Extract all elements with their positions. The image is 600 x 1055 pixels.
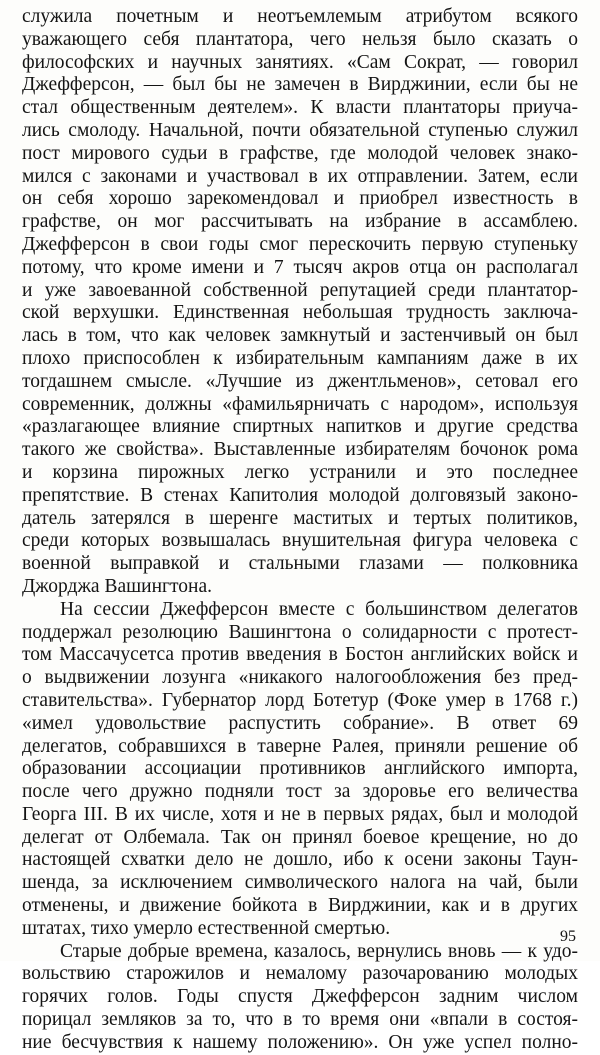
text-line: ской верхушки. Единственная небольшая трудность заключа- (22, 302, 578, 324)
text-line: шенда, за исключением символического налога на чай, были (22, 872, 578, 894)
text-line: и корзина пирожных легко устранили и это последнее (22, 461, 578, 483)
body-text (22, 6, 578, 1055)
text-line: о выдвижении лозунга «никакого налогообложения без пред- (22, 667, 578, 689)
text-line: вольствию старожилов и немалому разочарованию молодых (22, 963, 578, 985)
text-line: настоящей схватки дело не дошло, ибо к осени законы Таун- (22, 849, 578, 871)
text-line: Джорджа Вашингтона. (22, 575, 212, 597)
text-line: потому, что кроме имени и 7 тысяч акров отца он располагал (22, 256, 578, 278)
text-line: уважающего себя плантатора, чего нельзя было сказать о (22, 28, 578, 50)
text-line: военной выправкой и стальными глазами — полковника (22, 553, 578, 575)
text-line: «разлагающее влияние спиртных напитков и другие средства (22, 416, 578, 438)
text-line: философских и научных занятиях. «Сам Сократ, — говорил (22, 51, 578, 73)
text-line: служила почетным и неотъемлемым атрибутом всякого (22, 6, 578, 27)
text-line: и уже завоеванной собственной репутацией среди плантатор- (22, 279, 578, 301)
text-line: плохо приспособлен к избирательным кампаниям даже в их (22, 347, 578, 369)
text-line: тогдашнем смысле. «Лучшие из джентльменов», сетовал его (22, 370, 578, 392)
text-line: штатах, тихо умерло естественной смертью. (22, 917, 391, 939)
text-line: Георга III. В их числе, хотя и не в первых рядах, был и молодой (22, 803, 578, 825)
text-line: делегат от Олбемала. Так он принял боевое крещение, но до (22, 826, 578, 848)
page-number: 95 (560, 928, 576, 945)
text-line: поддержал резолюцию Вашингтона о солидарности с протест- (22, 621, 578, 643)
text-line: Старые добрые времена, казалось, вернулись вновь — к удо- (60, 940, 578, 962)
text-line: современник, должны «фамильярничать с народом», используя (22, 393, 578, 415)
text-line: ние бесчувствия к нашему положению». Он уже успел полно- (22, 1031, 578, 1053)
text-line: образовании ассоциации противников английского импорта, (22, 758, 578, 780)
text-line: лись смолоду. Начальной, почти обязательной ступенью служил (22, 119, 578, 141)
text-line: Джефферсон, — был бы не замечен в Вирджинии, если бы не (22, 74, 578, 96)
text-line: делегатов, собравшихся в таверне Ралея, приняли решение об (22, 735, 578, 757)
text-line: Джефферсон в свои годы смог перескочить первую ступеньку (22, 233, 578, 255)
text-line: отменены, и движение бойкота в Вирджинии, как и в других (22, 895, 578, 917)
text-line: лась в том, что как человек замкнутый и застенчивый он был (22, 325, 578, 347)
text-line: после чего дружно подняли тост за здоровье его величества (22, 781, 578, 803)
text-line: датель затерялся в шеренге маститых и тертых политиков, (22, 507, 578, 529)
text-line: препятствие. В стенах Капитолия молодой долговязый законо- (22, 484, 578, 506)
text-line: ставительства». Губернатор лорд Ботетур (Фоке умер в 1768 г.) (22, 689, 578, 711)
text-line: среди которых возвышалась внушительная фигура человека с (22, 530, 578, 552)
text-line: графстве, он мог рассчитывать на избрание в ассамблею. (22, 211, 578, 233)
text-line: На сессии Джефферсон вместе с большинством делегатов (60, 598, 578, 620)
text-line: том Массачусетса против введения в Бостон английских войск и (22, 644, 578, 666)
text-line: такого же свойства». Выставленные избирателям бочонок рома (22, 439, 578, 461)
text-line: горячих голов. Годы спустя Джефферсон задним числом (22, 986, 578, 1008)
text-line: стал общественным деятелем». К власти плантаторы приуча- (22, 97, 578, 119)
text-line: порицал земляков за то, что в то время они «впали в состоя- (22, 1009, 578, 1031)
text-line: «имел удовольствие распустить собрание». В ответ 69 (22, 712, 578, 734)
text-line: мился с законами и участвовал в их отправлении. Затем, если (22, 165, 578, 187)
text-line: он себя хорошо зарекомендовал и приобрел известность в (22, 188, 578, 210)
text-line: пост мирового судьи в графстве, где молодой человек знако- (22, 142, 578, 164)
